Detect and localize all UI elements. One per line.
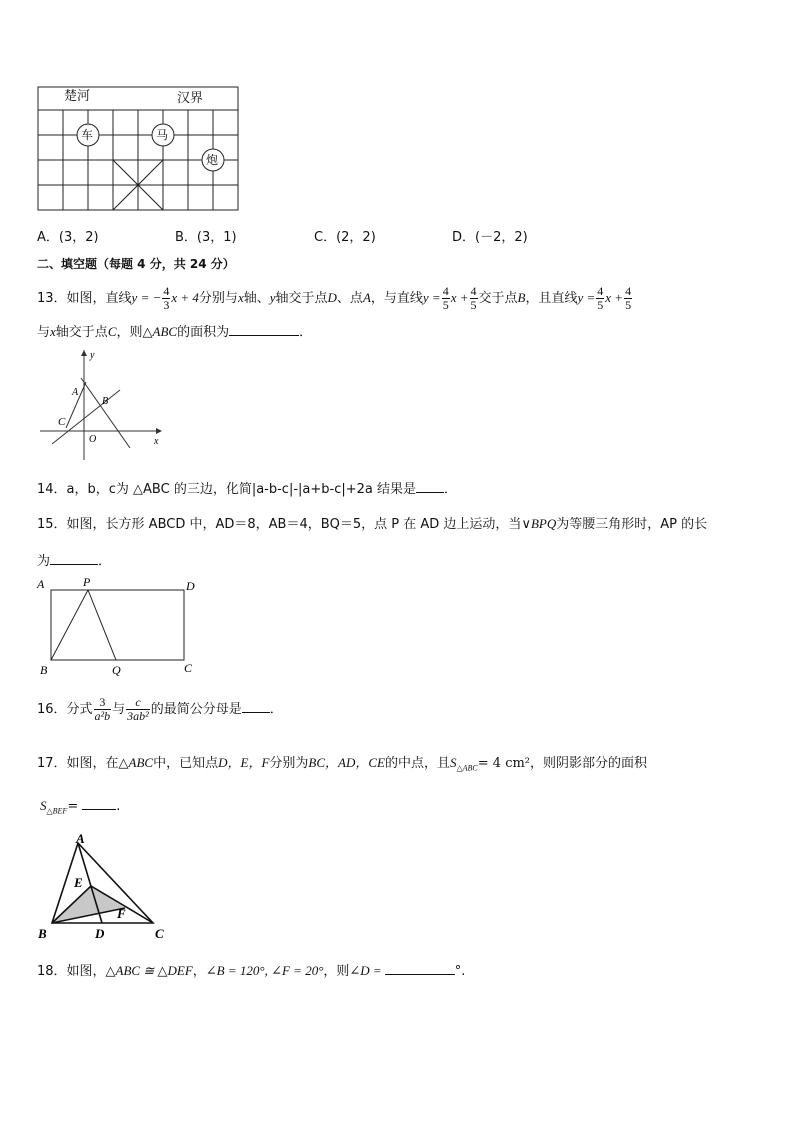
q13-y-arrow [81,350,87,356]
piece-che: 车 [81,128,94,142]
q13-label-A: A [72,387,79,398]
q13-label-B: B [102,396,109,407]
q13-frac2: $\frac{4}{5}$ [442,284,449,312]
q17-line1: 17．如图，在△ABC中，已知点D，E，F分别为BC，AD，CE的中点，且$S_{\triangle ABC}= 4$ cm²，则阴影部分的面积 [37,755,648,773]
q15-label-B: B [40,663,48,677]
q15-label-A: A [37,577,45,591]
q15-seg-BP [51,590,88,660]
q13-line1: 13．如图，直线y = − $\frac{4}{3}$ x + 4分别与x轴、y轴交于点D、点A，与直线y = $\frac{4}{5}$ x + $\frac{4}{5}$ 交于点B，且直线y = $\frac{4}{5}$ x + $\frac{4}{5}$ [37,284,632,312]
q15-seg-PQ [88,590,116,660]
q18-angles: ∠B = 120°, ∠F = 20° [205,963,324,978]
q17-answer-blank[interactable] [82,797,116,810]
q13-label-x: x [154,436,159,447]
q16-line: 16．分式 $\frac{3}{\text{a²b}}$ 与 $\frac{c}{\text{3ab²}}$ 的最简公分母是 ． [37,695,283,723]
q15-label-Q: Q [112,663,121,677]
q13-graph [38,348,168,463]
q14-text: 14．a，b，c为 △ABC 的三边，化简|a-b-c|-|a+b-c|+2a 结果是 [37,482,416,497]
q17-figure [36,831,172,945]
chessboard-figure [37,86,239,211]
q14-line: 14．a，b，c为 △ABC 的三边，化简|a-b-c|-|a+b-c|+2a 结果是 ． [37,482,458,497]
q13-text: 13．如图，直线 [37,291,132,306]
q17-label-D: D [95,926,105,941]
q16-answer-blank[interactable] [242,700,270,713]
river-label-chu: 楚河 [64,89,91,104]
q15-rect-ABCD [51,590,184,660]
q15-triangle: ∨BPQ [521,516,557,531]
q12-option-b: B．(3，1) [175,230,237,245]
q17-line2: $S_{\triangle BEF}=$ . [40,798,121,816]
q13-frac3: $\frac{4}{5}$ [470,284,477,312]
q13-frac5: $\frac{4}{5}$ [625,284,632,312]
piece-pao: 炮 [206,153,219,167]
q12-option-a: A．(3，2) [37,230,99,245]
q15-line2: 为 ． [37,554,112,569]
q16-frac1: $\frac{3}{\text{a²b}}$ [94,695,111,723]
q17-label-F: F [117,906,126,921]
q13-frac4: $\frac{4}{5}$ [597,284,604,312]
piece-ma: 马 [156,128,169,142]
q13-answer-blank[interactable] [229,323,299,336]
q17-label-A: A [76,831,85,846]
q12-option-c: C．(2，2) [314,230,376,245]
section-heading: 二、填空题（每题 4 分，共 24 分） [37,257,235,271]
q15-label-D: D [186,579,195,593]
river-label-han: 汉界 [177,91,204,106]
q16-frac2: $\frac{c}{\text{3ab²}}$ [127,695,149,723]
q13-x-arrow [156,428,162,434]
q18-line: 18．如图，△ABC ≅ △DEF，∠B = 120°, ∠F = 20°，则∠D = °. [37,963,466,979]
q15-label-P: P [83,575,91,589]
q17-triangle-diagram [36,831,172,945]
q13-label-y: y [90,350,95,361]
q15-label-C: C [184,661,193,675]
q12-option-d: D．(－2，2) [452,230,528,245]
q15-figure [34,574,204,678]
q14-answer-blank[interactable] [416,480,444,493]
q17-label-E: E [74,875,83,890]
q13-figure [38,348,168,463]
q13-frac1: $\frac{4}{3}$ [163,284,170,312]
q13-label-O: O [89,434,97,445]
q18-answer-blank[interactable] [385,962,455,975]
q17-label-C: C [155,926,164,941]
q13-eq-tail: x + 4 [171,290,199,305]
q15-rectangle-diagram [34,574,204,678]
q13-label-C: C [58,416,66,428]
q13-eq-y: y = − [131,290,162,305]
q15-line1: 15．如图，长方形 ABCD 中，AD＝8，AB＝4，BQ＝5，点 P 在 AD 边上运动，当∨BPQ为等腰三角形时，AP 的长 [37,516,708,532]
q15-answer-blank[interactable] [50,552,98,565]
q13-line2: 与x轴交于点C，则△ABC的面积为 ． [37,324,313,340]
q17-label-B: B [38,926,47,941]
q18-congruence: △ABC ≅ △DEF [105,963,193,978]
